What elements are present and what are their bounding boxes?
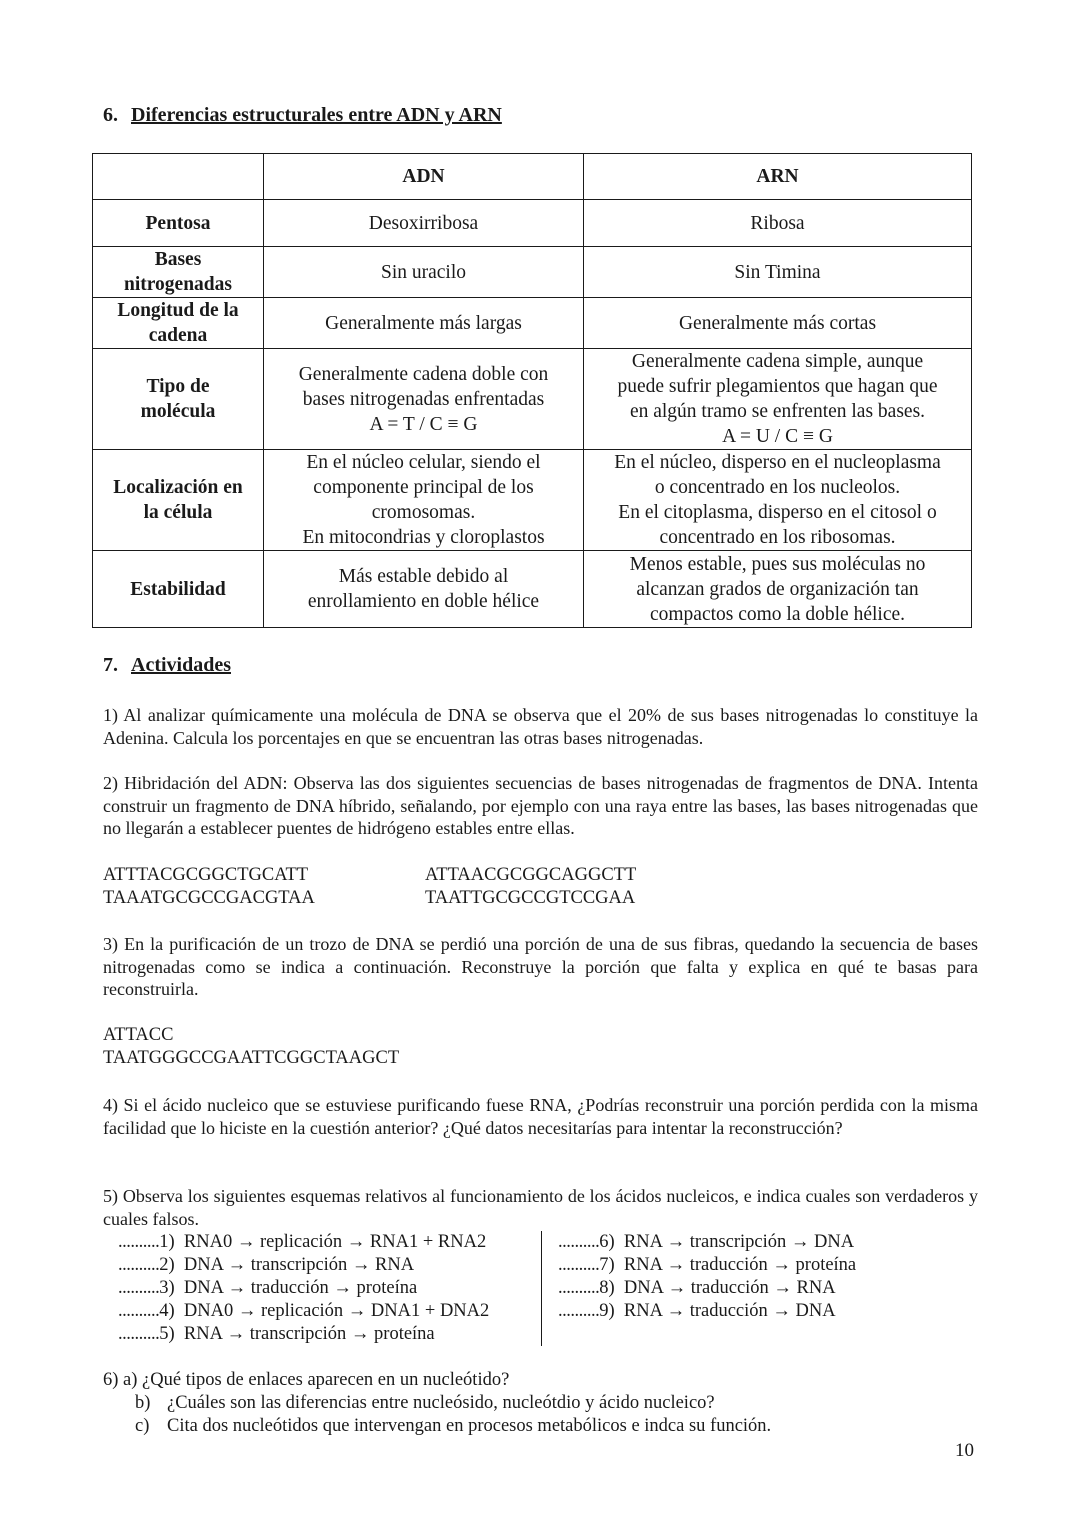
arn-tipo: Generalmente cadena simple, aunque puede sufrir plegamientos que hagan que en algún tramo se enfrenten las bases. A = U / C ≡ G bbox=[584, 349, 972, 450]
section-6-number: 6. bbox=[103, 104, 118, 126]
activity-6-a: 6) a) ¿Qué tipos de enlaces aparecen en un nucleótido? bbox=[103, 1370, 510, 1390]
arn-longitud: Generalmente más cortas bbox=[584, 298, 972, 349]
row-label-localizacion: Localización en la célula bbox=[93, 450, 264, 551]
arn-bases: Sin Timina bbox=[584, 247, 972, 298]
sequence-line: ATTACC bbox=[103, 1025, 174, 1045]
table-header-row bbox=[93, 154, 972, 200]
activity-3: 3) En la purificación de un trozo de DNA se perdió una porción de una de sus fibras, quedando la secuencia de bases nitrogenadas como se indica a continuación. Reconstruye la porción que falta y explica en qué te basas para reconstruirla. bbox=[103, 934, 978, 999]
arn-pentosa: Ribosa bbox=[584, 200, 972, 247]
schemes-left-column bbox=[118, 1231, 538, 1346]
section-7-number: 7. bbox=[103, 654, 118, 676]
schemes-right-column bbox=[558, 1231, 918, 1323]
scheme-item-8: ..........8) DNA → traducción → RNA bbox=[558, 1278, 836, 1298]
arn-estabilidad: Menos estable, pues sus moléculas no alcanzan grados de organización tan compactos como la doble hélice. bbox=[584, 551, 972, 628]
sequence-line: TAATTGCGCCGTCCGAA bbox=[425, 887, 636, 908]
row-label-longitud: Longitud de la cadena bbox=[93, 298, 264, 349]
adn-arn-comparison-table bbox=[92, 153, 972, 628]
scheme-item-1: ..........1) RNA0 → replicación → RNA1 + RNA2 bbox=[118, 1232, 487, 1252]
scheme-item-3: ..........3) DNA → traducción → proteína bbox=[118, 1278, 418, 1298]
activity-5: 5) Observa los siguientes esquemas relativos al funcionamiento de los ácidos nucleicos, e indica cuales son verdaderos y cuales falsos. bbox=[103, 1186, 978, 1229]
adn-tipo: Generalmente cadena doble con bases nitrogenadas enfrentadas A = T / C ≡ G bbox=[264, 349, 584, 450]
activity-2-sequence-b bbox=[425, 864, 636, 909]
header-empty-cell bbox=[93, 154, 264, 200]
row-label-bases: Bases nitrogenadas bbox=[93, 247, 264, 298]
table-row-estabilidad bbox=[93, 551, 972, 628]
section-7-title: Actividades bbox=[131, 654, 231, 676]
sequence-line: TAATGGGCCGAATTCGGCTAAGCT bbox=[103, 1047, 400, 1068]
activity-6-c: c) Cita dos nucleótidos que intervengan en procesos metabólicos e indca su función. bbox=[135, 1416, 772, 1436]
row-label-estabilidad: Estabilidad bbox=[93, 551, 264, 628]
header-adn: ADN bbox=[264, 154, 584, 200]
scheme-item-4: ..........4) DNA0 → replicación → DNA1 + DNA2 bbox=[118, 1301, 490, 1321]
sequence-line: TAAATGCGCCGACGTAA bbox=[103, 887, 315, 908]
row-label-pentosa: Pentosa bbox=[93, 200, 264, 247]
scheme-item-6: ..........6) RNA → transcripción → DNA bbox=[558, 1232, 855, 1252]
activity-6-b: b) ¿Cuáles son las diferencias entre nucleósido, nucleótdio y ácido nucleico? bbox=[135, 1393, 715, 1413]
arn-localizacion: En el núcleo, disperso en el nucleoplasma o concentrado en los nucleolos. En el citoplasma, disperso en el citosol o concentrado en los ribosomas. bbox=[584, 450, 972, 551]
section-6-title: Diferencias estructurales entre ADN y ARN bbox=[131, 104, 502, 126]
row-label-tipo: Tipo de molécula bbox=[93, 349, 264, 450]
section-7-heading bbox=[103, 654, 231, 677]
adn-bases: Sin uracilo bbox=[264, 247, 584, 298]
table-row-longitud bbox=[93, 298, 972, 349]
table-row-localizacion bbox=[93, 450, 972, 551]
page-number: 10 bbox=[955, 1440, 974, 1461]
schemes-divider bbox=[541, 1231, 542, 1346]
scheme-item-5: ..........5) RNA → transcripción → proteína bbox=[118, 1324, 435, 1344]
activity-6 bbox=[103, 1369, 771, 1438]
scheme-item-9: ..........9) RNA → traducción → DNA bbox=[558, 1301, 836, 1321]
activity-1: 1) Al analizar químicamente una molécula de DNA se observa que el 20% de sus bases nitrogenadas lo constituye la Adenina. Calcula los porcentajes en que se encuentran las otras bases nitrogenadas. bbox=[103, 705, 978, 748]
header-arn: ARN bbox=[584, 154, 972, 200]
table-row-pentosa bbox=[93, 200, 972, 247]
activity-2-sequence-a bbox=[103, 864, 315, 909]
adn-longitud: Generalmente más largas bbox=[264, 298, 584, 349]
activity-2: 2) Hibridación del ADN: Observa las dos siguientes secuencias de bases nitrogenadas de fragmentos de DNA. Intenta construir un fragmento de DNA híbrido, señalando, por ejemplo con una raya entre las bases, las bases nitrogenadas que no llegarán a establecer puentes de hidrógeno estables entre ellas. bbox=[103, 773, 978, 838]
adn-localizacion: En el núcleo celular, siendo el componente principal de los cromosomas. En mitocondrias y cloroplastos bbox=[264, 450, 584, 551]
scheme-item-2: ..........2) DNA → transcripción → RNA bbox=[118, 1255, 415, 1275]
scheme-item-7: ..........7) RNA → traducción → proteína bbox=[558, 1255, 857, 1275]
table-row-bases bbox=[93, 247, 972, 298]
adn-estabilidad: Más estable debido al enrollamiento en doble hélice bbox=[264, 551, 584, 628]
sequence-line: ATTTACGCGGCTGCATT bbox=[103, 865, 309, 885]
table-row-tipo bbox=[93, 349, 972, 450]
section-6-heading bbox=[103, 104, 502, 127]
sequence-line: ATTAACGCGGCAGGCTT bbox=[425, 865, 637, 885]
activity-4: 4) Si el ácido nucleico que se estuviese purificando fuese RNA, ¿Podrías reconstruir una porción perdida con la misma facilidad que lo hiciste en la cuestión anterior? ¿Qué datos necesitarías para intentar la reconstrucción? bbox=[103, 1095, 978, 1138]
adn-pentosa: Desoxirribosa bbox=[264, 200, 584, 247]
activity-3-sequence bbox=[103, 1024, 399, 1069]
